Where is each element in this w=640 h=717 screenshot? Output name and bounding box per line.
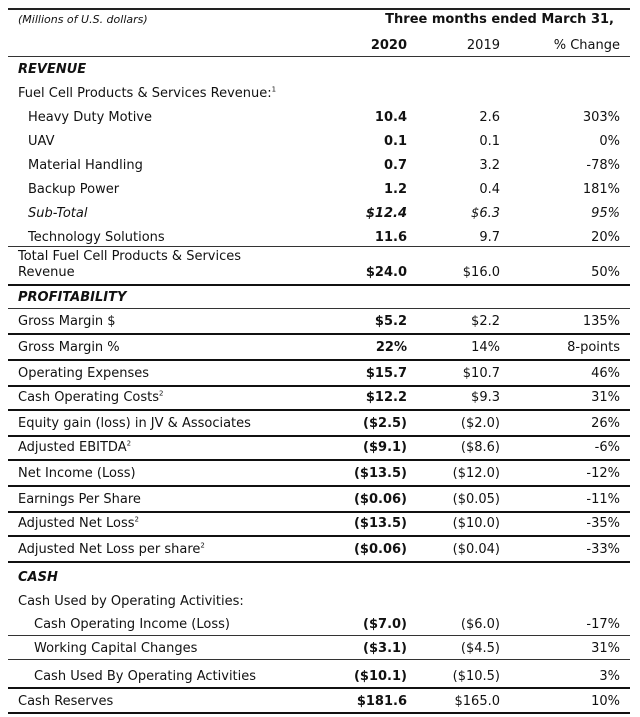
value-2019: ($8.6) <box>460 440 500 455</box>
row-label: Equity gain (loss) in JV & Associates <box>18 416 251 431</box>
value-change: 8-points <box>567 340 620 355</box>
value-2019: ($12.0) <box>452 466 500 481</box>
table-row <box>8 492 630 513</box>
row-label: Backup Power <box>28 182 120 197</box>
header-row-columns <box>8 38 630 57</box>
row-label: Fuel Cell Products & Services Revenue:$^1$ <box>18 85 277 101</box>
value-change: -33% <box>586 542 620 557</box>
table-row <box>8 542 630 563</box>
table-row <box>8 340 630 361</box>
value-2019: ($2.0) <box>460 416 500 431</box>
value-2020: 11.6 <box>374 230 407 245</box>
value-change: 95% <box>591 206 620 221</box>
row-label: Operating Expenses <box>18 366 150 381</box>
value-2020: ($9.1) <box>363 440 407 455</box>
row-label: Cash Reserves <box>18 694 114 709</box>
row-label: Adjusted Net Loss per share$^2$ <box>18 541 205 557</box>
value-change: -78% <box>586 158 620 173</box>
row-label: Working Capital Changes <box>34 641 198 656</box>
value-change: 26% <box>591 416 620 431</box>
section-title: CASH <box>18 570 58 585</box>
table-row <box>8 416 630 437</box>
value-2019: 3.2 <box>479 158 500 173</box>
row-label-line2: Revenue <box>18 265 75 280</box>
row-label: Technology Solutions <box>28 230 165 245</box>
value-2019: ($6.0) <box>460 617 500 632</box>
value-2019: 0.4 <box>479 182 500 197</box>
row-label: Gross Margin $ <box>18 314 116 329</box>
value-2020: 0.7 <box>383 158 407 173</box>
table-row <box>8 110 630 128</box>
row-label: Sub-Total <box>28 206 88 221</box>
value-2020: $5.2 <box>374 314 407 329</box>
row-label: Cash Operating Income (Loss) <box>34 617 230 632</box>
value-2019: 2.6 <box>479 110 500 125</box>
table-row <box>8 466 630 487</box>
row-label: Adjusted EBITDA$^2$ <box>18 439 132 455</box>
value-2020: ($7.0) <box>363 617 407 632</box>
value-change: 303% <box>582 110 620 125</box>
row-label: Heavy Duty Motive <box>28 110 153 125</box>
value-2020: 10.4 <box>374 110 407 125</box>
value-2020: $12.2 <box>365 390 407 405</box>
section-revenue <box>8 62 630 80</box>
row-label: Material Handling <box>28 158 143 173</box>
units-note: (Millions of U.S. dollars) <box>18 13 148 26</box>
value-2019: $9.3 <box>471 390 500 405</box>
period-title: Three months ended March 31, <box>385 12 614 27</box>
value-2020: ($2.5) <box>363 416 407 431</box>
footnote-marker: 2 <box>134 515 139 524</box>
row-label: Adjusted Net Loss$^2$ <box>18 515 139 531</box>
value-change: 50% <box>591 265 620 280</box>
table-row <box>8 366 630 387</box>
cash-used-heading <box>8 594 630 612</box>
row-label: Cash Operating Costs$^2$ <box>18 389 164 405</box>
value-2019: $165.0 <box>454 694 500 709</box>
value-2020: 1.2 <box>383 182 407 197</box>
cash-reserves-row <box>8 694 630 714</box>
value-2019: ($10.5) <box>452 669 500 684</box>
column-header-2019: 2019 <box>466 38 500 53</box>
table-row <box>8 134 630 152</box>
value-2020: $181.6 <box>356 694 407 709</box>
table-row <box>8 617 630 636</box>
section-title: REVENUE <box>18 62 87 77</box>
total-revenue-row <box>8 248 630 286</box>
value-change: 135% <box>582 314 620 329</box>
value-change: 31% <box>591 641 620 656</box>
row-label: Gross Margin % <box>18 340 120 355</box>
value-2019: $10.7 <box>462 366 500 381</box>
value-2019: ($10.0) <box>452 516 500 531</box>
row-label: UAV <box>28 134 55 149</box>
table-row <box>8 314 630 335</box>
value-change: -35% <box>586 516 620 531</box>
value-change: -6% <box>594 440 620 455</box>
table-row <box>8 182 630 200</box>
table-row <box>8 390 630 411</box>
value-2020: ($3.1) <box>363 641 407 656</box>
value-2020: 0.1 <box>383 134 407 149</box>
section-title: PROFITABILITY <box>18 290 127 305</box>
row-label: Earnings Per Share <box>18 492 141 507</box>
value-change: 46% <box>591 366 620 381</box>
section-cash <box>8 570 630 588</box>
value-change: 20% <box>591 230 620 245</box>
value-2020: 22% <box>375 340 407 355</box>
value-2020: ($13.5) <box>353 466 407 481</box>
table-row <box>8 516 630 537</box>
row-label: Cash Used By Operating Activities <box>34 669 257 684</box>
value-2019: 14% <box>471 340 500 355</box>
technology-solutions-row <box>8 230 630 247</box>
top-rule <box>8 8 630 10</box>
row-label-line1: Total Fuel Cell Products & Services <box>18 249 242 264</box>
value-2019: 9.7 <box>479 230 500 245</box>
value-2020: ($0.06) <box>353 492 407 507</box>
value-change: 10% <box>591 694 620 709</box>
value-2019: ($0.04) <box>452 542 500 557</box>
table-row <box>8 158 630 176</box>
table-row <box>8 641 630 660</box>
row-label: Cash Used by Operating Activities: <box>18 594 244 609</box>
value-2019: ($4.5) <box>460 641 500 656</box>
value-2020: ($13.5) <box>353 516 407 531</box>
value-change: -17% <box>586 617 620 632</box>
value-change: 3% <box>599 669 620 684</box>
value-change: 181% <box>582 182 620 197</box>
fuel-cell-revenue-heading <box>8 86 630 104</box>
value-change: -12% <box>586 466 620 481</box>
row-label: Net Income (Loss) <box>18 466 136 481</box>
column-header-change: % Change <box>553 38 620 53</box>
value-change: -11% <box>586 492 620 507</box>
section-profitability <box>8 290 630 309</box>
footnote-marker: 2 <box>126 439 132 448</box>
value-2019: $16.0 <box>462 265 500 280</box>
value-2019: $2.2 <box>471 314 500 329</box>
table-row <box>8 440 630 461</box>
column-header-2020: 2020 <box>370 38 407 53</box>
value-2020: $12.4 <box>365 206 407 221</box>
table-row <box>8 669 630 689</box>
value-2020: ($0.06) <box>353 542 407 557</box>
value-2019: $6.3 <box>471 206 500 221</box>
value-change: 0% <box>599 134 620 149</box>
footnote-marker: 2 <box>159 389 164 398</box>
footnote-marker: 1 <box>271 85 277 94</box>
value-2019: ($0.05) <box>452 492 500 507</box>
value-2019: 0.1 <box>479 134 500 149</box>
value-2020: $15.7 <box>365 366 407 381</box>
footnote-marker: 2 <box>200 541 205 550</box>
subtotal-row <box>8 206 630 224</box>
value-change: 31% <box>591 390 620 405</box>
value-2020: $24.0 <box>365 265 407 280</box>
header-row-title <box>8 12 630 30</box>
value-2020: ($10.1) <box>353 669 407 684</box>
